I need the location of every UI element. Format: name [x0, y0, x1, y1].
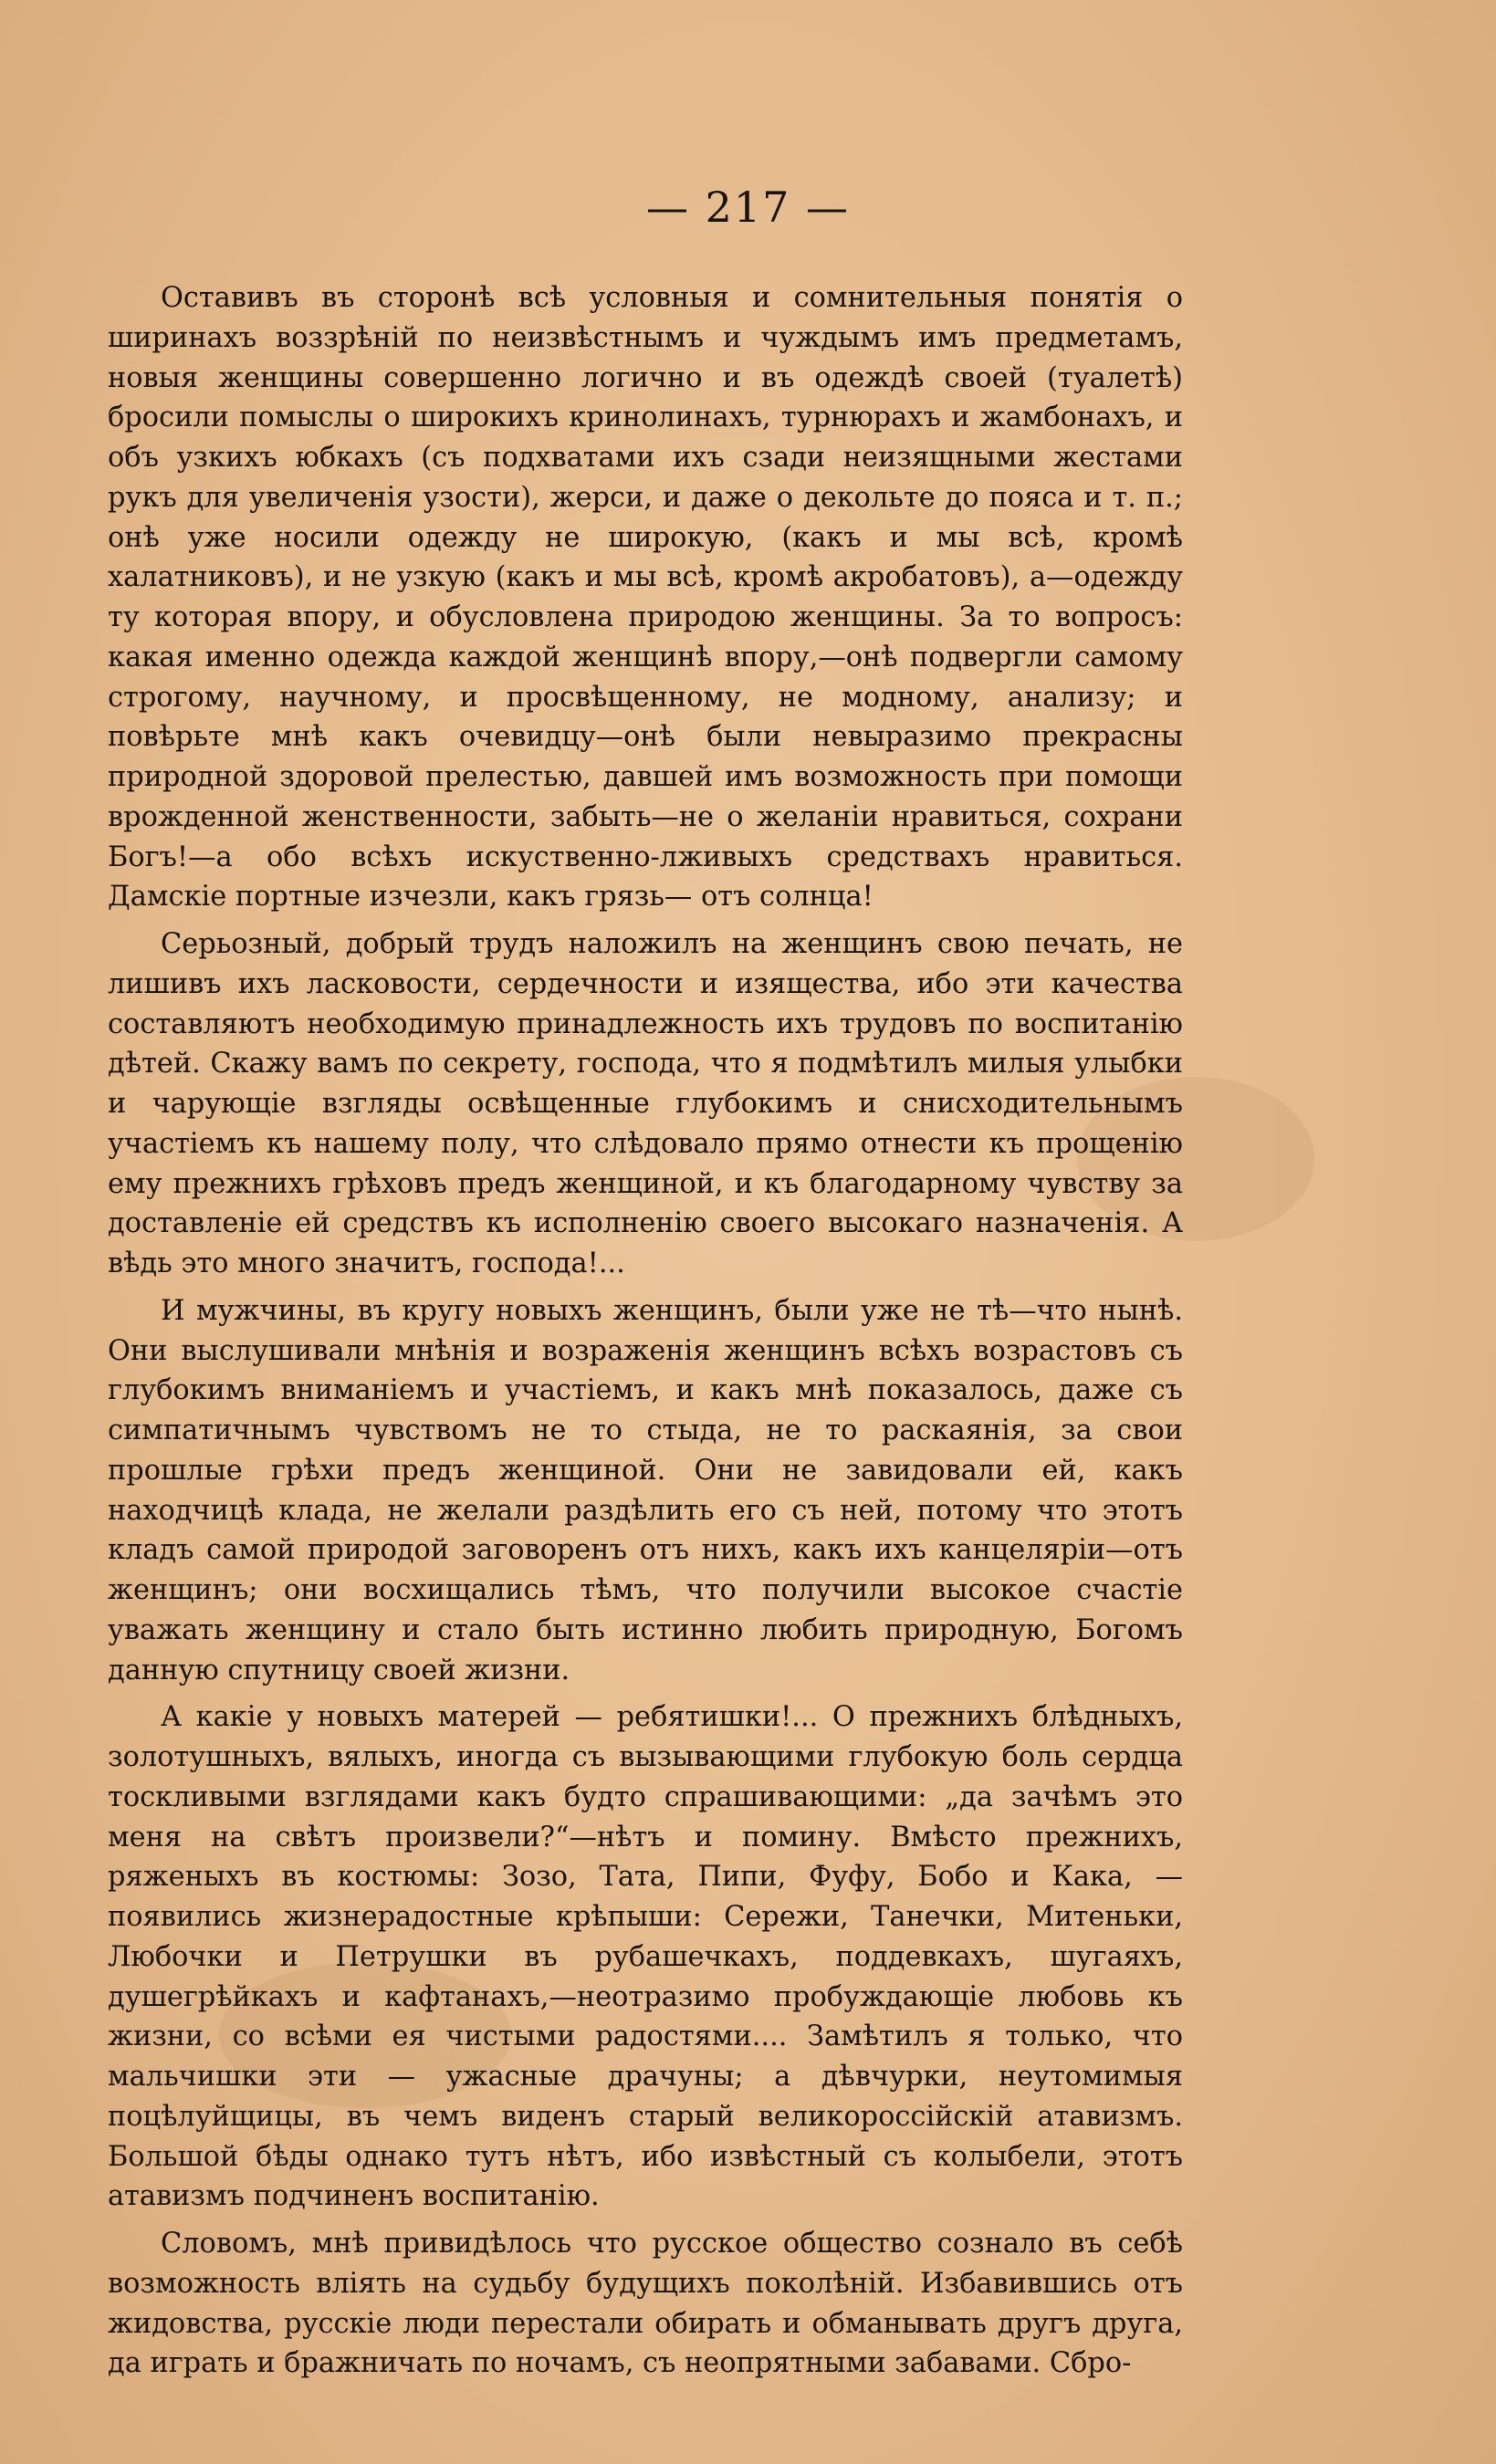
- paragraph-3: И мужчины, въ кругу новыхъ женщинъ, были уже не тѣ—что нынѣ. Они выслушивали мнѣнія и возраженія женщинъ всѣхъ возрастовъ съ глубокимъ вниманіемъ и участіемъ, и какъ мнѣ показалось, даже съ симпатичнымъ чувствомъ не то стыда, не то раскаянія, за свои прошлые грѣхи предъ женщиной. Они не завидовали ей, какъ находчицѣ клада, не желали раздѣлить его съ ней, потому что этотъ кладъ самой природой заговоренъ отъ нихъ, какъ ихъ канцеляріи—отъ женщинъ; они восхищались тѣмъ, что получили высокое счастіе уважать женщину и стало быть истинно любить природную, Богомъ данную спутницу своей жизни.: [108, 1294, 1183, 1686]
- paragraph-2: Серьозный, добрый трудъ наложилъ на женщинъ свою печать, не лишивъ ихъ ласковости, сердечности и изящества, ибо эти качества составляютъ необходимую принадлежность ихъ трудовъ по воспитанію дѣтей. Скажу вамъ по секрету, господа, что я подмѣтилъ милыя улыбки и чарующіе взгляды освѣщенные глубокимъ и снисходительнымъ участіемъ къ нашему полу, что слѣдовало прямо отнести къ прощенію ему прежнихъ грѣховъ предъ женщиной, и къ благодарному чувству за доставленіе ей средствъ къ исполненію своего высокаго назначенія. А вѣдь это много значитъ, господа!...: [108, 928, 1183, 1279]
- body-text: [108, 278, 1183, 2384]
- paragraph-4: А какіе у новыхъ матерей — ребятишки!... О прежнихъ блѣдныхъ, золотушныхъ, вялыхъ, иногда съ вызывающими глубокую боль сердца тоскливыми взглядами какъ будто спрашивающими: „да зачѣмъ это меня на свѣтъ произвели?“—нѣтъ и помину. Вмѣсто прежнихъ, ряженыхъ въ костюмы: Зозо, Тата, Пипи, Фуфу, Бобо и Кака, — появились жизнерадостные крѣпыши: Сережи, Танечки, Митеньки, Любочки и Петрушки въ рубашечкахъ, поддевкахъ, шугаяхъ, душегрѣйкахъ и кафтанахъ,—неотразимо пробуждающіе любовь къ жизни, со всѣми ея чистыми радостями.... Замѣтилъ я только, что мальчишки эти — ужасные драчуны; а дѣвчурки, неутомимыя поцѣлуйщицы, въ чемъ виденъ старый великоросcійскій атавизмъ. Большой бѣды однако тутъ нѣтъ, ибо извѣстный съ колыбели, этотъ атавизмъ подчиненъ воспитанію.: [108, 1701, 1183, 2213]
- paragraph-5: Словомъ, мнѣ привидѣлось что русское общество сознало въ себѣ возможность вліять на судьбу будущихъ поколѣній. Избавившись отъ жидовства, русскіе люди перестали обирать и обманывать другъ друга, да играть и бражничать по ночамъ, съ неопрятными забавами. Сбро-: [108, 2228, 1183, 2380]
- page-number: — 217 —: [645, 183, 851, 232]
- paragraph-1: Оставивъ въ сторонѣ всѣ условныя и сомнительныя понятія о ширинахъ воззрѣній по неизвѣстнымъ и чуждымъ имъ предметамъ, новыя женщины совершенно логично и въ одеждѣ своей (туалетѣ) бросили помыслы о широкихъ кринолинахъ, турнюрахъ и жамбонахъ, и объ узкихъ юбкахъ (съ подхватами ихъ сзади неизящными жестами рукъ для увеличенія узости), жерси, и даже о декольте до пояса и т. п.; онѣ уже носили одежду не широкую, (какъ и мы всѣ, кромѣ халатниковъ), и не узкую (какъ и мы всѣ, кромѣ акробатовъ), а—одежду ту которая впору, и обусловлена природою женщины. За то вопросъ: какая именно одежда каждой женщинѣ впору,—онѣ подвергли самому строгому, научному, и просвѣщенному, не модному, анализу; и повѣрьте мнѣ какъ очевидцу—онѣ были невыразимо прекрасны природной здоровой прелестью, давшей имъ возможность при помощи врожденной женственности, забыть—не о желаніи нравиться, сохрани Богъ!—а обо всѣхъ искуственно-лживыхъ средствахъ нравиться. Дамскіе портные изчезли, какъ грязь— отъ солнца!: [108, 282, 1183, 914]
